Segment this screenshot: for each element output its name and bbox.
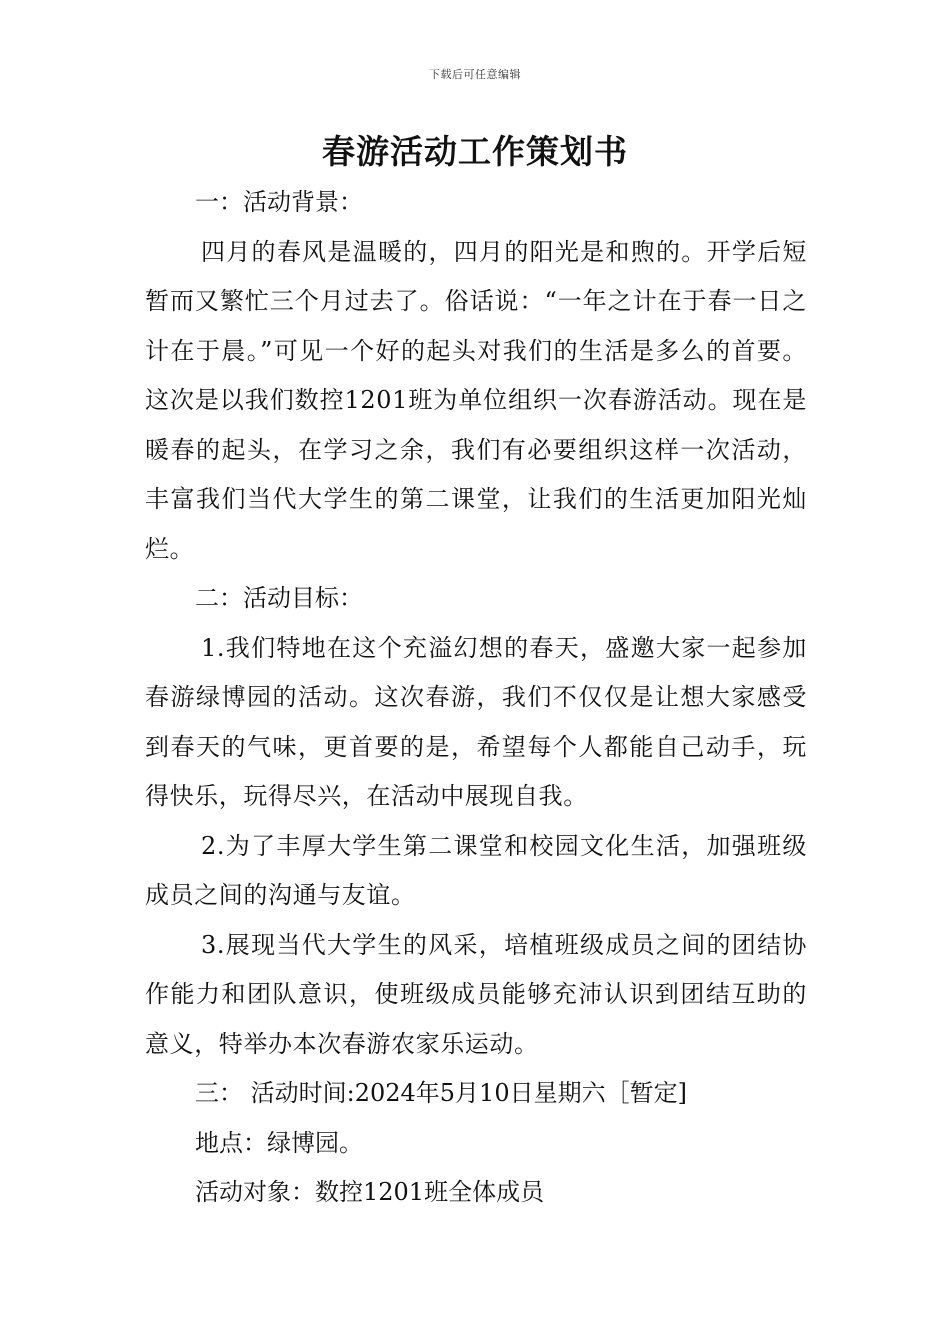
paragraph-goal-3: 3.展现当代大学生的风采，培植班级成员之间的团结协作能力和团队意识，使班级成员能够充沛认识到团结互助的意义，特举办本次春游农家乐运动。 [145, 930, 807, 1058]
activity-place: 地点：绿博园。 [195, 1128, 363, 1157]
paragraph-goal-1: 1.我们特地在这个充溢幻想的春天，盛邀大家一起参加春游绿博园的活动。这次春游，我们不仅仅是让想大家感受到春天的气味，更首要的是，希望每个人都能自己动手，玩得快乐，玩得尽兴，在活动中展现自我。 [145, 633, 807, 810]
section-heading-time: 三： 活动时间:2024年5月10日星期六［暂定] [195, 1079, 687, 1107]
page-title: 春游活动工作策划书 [322, 132, 628, 171]
paragraph-goal-2: 2.为了丰厚大学生第二课堂和校园文化生活，加强班级成员之间的沟通与友谊。 [145, 831, 807, 909]
section-heading-goals: 二：活动目标： [195, 584, 363, 612]
document-body [145, 178, 807, 1218]
paragraph-background: 四月的春风是温暖的，四月的阳光是和煦的。开学后短暂而又繁忙三个月过去了。俗话说：“一年之计在于春一日之计在于晨。”可见一个好的起头对我们的生活是多么的首要。这次是以我们数控1201班为单位组织一次春游活动。现在是暖春的起头，在学习之余，我们有必要组织这样一次活动，丰富我们当代大学生的第二课堂，让我们的生活更加阳光灿烂。 [145, 237, 807, 563]
section-heading-background: 一：活动背景： [195, 188, 363, 216]
header-note: 下载后可任意编辑 [429, 68, 521, 81]
activity-target: 活动对象：数控1201班全体成员 [195, 1178, 545, 1206]
